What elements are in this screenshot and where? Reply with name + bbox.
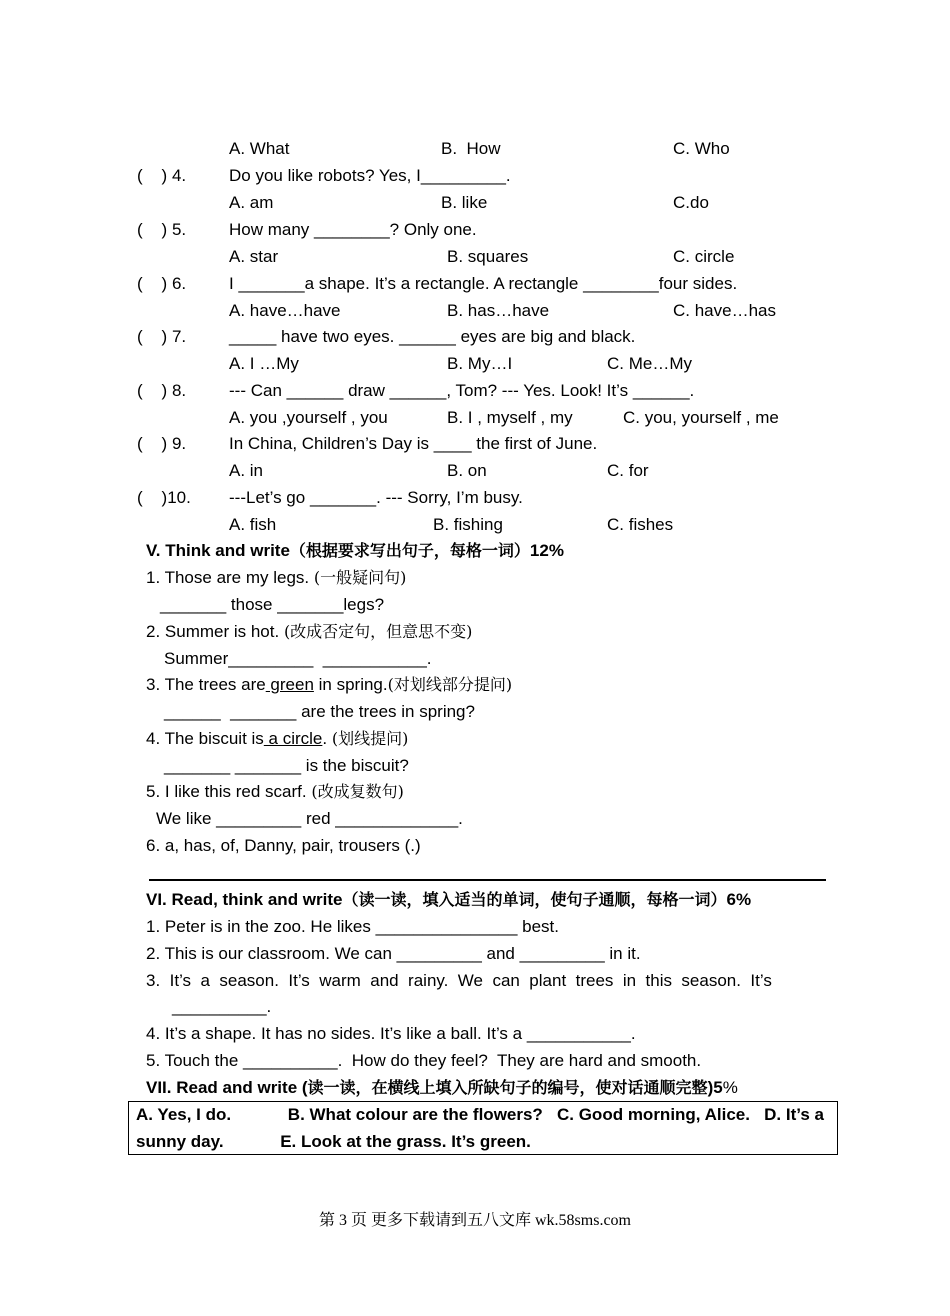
s6-item-2: 2. This is our classroom. We can _________ and _________ in it. <box>146 944 641 963</box>
s5-item-4-note: (划线提问) <box>331 729 409 748</box>
q5-option-a: A. star <box>229 247 279 266</box>
s6-item-4: 4. It’s a shape. It has no sides. It’s like a ball. It’s a ___________. <box>146 1024 636 1043</box>
section-7-percent: % <box>722 1078 738 1097</box>
s5-item-3-underlined: green <box>265 675 314 694</box>
q7-number: ( ) 7. <box>137 327 187 346</box>
q8-option-b: B. I , myself , my <box>447 408 573 427</box>
s6-item-3: 3. It’s a season. It’s warm and rainy. We can plant trees in this season. It’s <box>146 971 772 990</box>
q6-number: ( ) 6. <box>137 274 187 293</box>
s5-item-2-note: (改成否定句，但意思不变) <box>283 622 473 641</box>
s5-item-2 <box>146 621 472 643</box>
s5-item-1 <box>146 567 406 589</box>
section-7-title-tail: )5 <box>707 1078 723 1097</box>
s5-item-5 <box>146 781 404 803</box>
q3-option-c: C. Who <box>673 139 730 158</box>
q8-number: ( ) 8. <box>137 381 187 400</box>
q8-option-a: A. you ,yourself , you <box>229 408 388 427</box>
q7-option-b: B. My…I <box>447 354 513 373</box>
s5-item-5-text: 5. I like this red scarf. <box>146 782 312 801</box>
s6-item-1: 1. Peter is in the zoo. He likes _______________ best. <box>146 917 560 936</box>
q6-option-b: B. has…have <box>447 301 550 320</box>
page-footer: 第 3 页 更多下载请到五八文库 wk.58sms.com <box>318 1212 631 1229</box>
s5-item-4-answer: _______ _______ is the biscuit? <box>164 756 409 775</box>
q9-option-b: B. on <box>447 461 487 480</box>
section-6-percent: 6% <box>726 890 752 909</box>
section-6-title: VI. Read, think and write <box>146 890 343 909</box>
q4-option-a: A. am <box>229 193 274 212</box>
s5-item-4-text: 4. The biscuit is <box>146 729 264 748</box>
q10-stem: ---Let’s go _______. --- Sorry, I’m busy. <box>229 488 523 507</box>
s5-item-3-answer: ______ _______ are the trees in spring? <box>164 702 475 721</box>
q7-stem: _____ have two eyes. ______ eyes are big and black. <box>229 327 636 346</box>
q3-option-b: B. How <box>441 139 501 158</box>
q5-number: ( ) 5. <box>137 220 187 239</box>
s5-item-4-text-end: . <box>322 729 332 748</box>
q5-option-b: B. squares <box>447 247 529 266</box>
q8-stem: --- Can ______ draw ______, Tom? --- Yes. Look! It’s ______. <box>229 381 695 400</box>
q3-option-a: A. What <box>229 139 290 158</box>
s6-item-3-blank: __________. <box>172 997 272 1016</box>
s5-item-1-answer: _______ those _______legs? <box>160 595 385 614</box>
s6-item-5: 5. Touch the __________. How do they feel? They are hard and smooth. <box>146 1051 702 1070</box>
section-5-instruction: （根据要求写出句子，每格一词） <box>289 541 530 560</box>
q6-stem: I _______a shape. It’s a rectangle. A rectangle ________four sides. <box>229 274 738 293</box>
options-line-2: sunny day. E. Look at the grass. It’s green. <box>136 1132 531 1151</box>
s5-item-1-note: (一般疑问句) <box>313 568 407 587</box>
q4-option-c: C.do <box>673 193 709 212</box>
s5-item-3-note: (对划线部分提问) <box>387 675 513 694</box>
section-7-instruction: 读一读，在横线上填入所缺句子的编号，使对话通顺完整 <box>307 1078 708 1097</box>
q9-number: ( ) 9. <box>137 434 187 453</box>
s5-item-2-text: 2. Summer is hot. <box>146 622 284 641</box>
q6-option-c: C. have…has <box>673 301 776 320</box>
q7-option-a: A. I …My <box>229 354 299 373</box>
s5-item-3-text: 3. The trees are <box>146 675 266 694</box>
s5-item-4 <box>146 728 408 750</box>
s5-item-2-answer: Summer_________ ___________. <box>164 649 432 668</box>
q10-option-a: A. fish <box>229 515 277 534</box>
q7-option-c: C. Me…My <box>607 354 692 373</box>
q5-stem: How many ________? Only one. <box>229 220 477 239</box>
q9-stem: In China, Children’s Day is ____ the first of June. <box>229 434 598 453</box>
answer-line <box>149 879 826 881</box>
q10-number: ( )10. <box>137 488 191 507</box>
section-6-instruction: （读一读，填入适当的单词，使句子通顺，每格一词） <box>342 890 727 909</box>
q4-number: ( ) 4. <box>137 166 187 185</box>
q5-option-c: C. circle <box>673 247 735 266</box>
q6-option-a: A. have…have <box>229 301 341 320</box>
s5-item-3-text-end: in spring. <box>313 675 388 694</box>
q9-option-c: C. for <box>607 461 649 480</box>
options-line-1: A. Yes, I do. B. What colour are the flowers? C. Good morning, Alice. D. It’s a <box>136 1105 824 1124</box>
section-7-heading <box>146 1077 738 1099</box>
q4-option-b: B. like <box>441 193 488 212</box>
s5-item-5-note: (改成复数句) <box>311 782 404 801</box>
q9-option-a: A. in <box>229 461 264 480</box>
q4-stem: Do you like robots? Yes, I_________. <box>229 166 511 185</box>
s5-item-5-answer: We like _________ red _____________. <box>156 809 463 828</box>
section-5-heading <box>146 540 564 562</box>
q10-option-b: B. fishing <box>433 515 503 534</box>
s5-item-3 <box>146 674 512 696</box>
section-5-percent: 12% <box>529 541 564 560</box>
section-5-title: V. Think and write <box>146 541 290 560</box>
s5-item-1-text: 1. Those are my legs. <box>146 568 314 587</box>
q10-option-c: C. fishes <box>607 515 674 534</box>
s5-item-6: 6. a, has, of, Danny, pair, trousers (.) <box>146 836 421 855</box>
s5-item-4-underlined: a circle <box>263 729 323 748</box>
section-6-heading <box>146 889 751 911</box>
q8-option-c: C. you, yourself , me <box>623 408 779 427</box>
section-7-title: VII. Read and write ( <box>146 1078 308 1097</box>
